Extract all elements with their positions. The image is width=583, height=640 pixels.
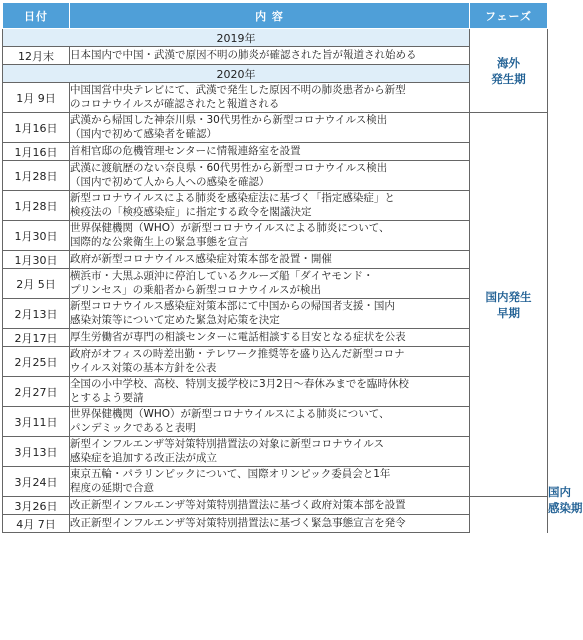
header-date: 日付	[3, 3, 70, 29]
phase-overseas	[470, 29, 548, 113]
row-content	[70, 437, 470, 467]
content-line: 武漢に渡航歴のない奈良県・60代男性から新型コロナウイルス検出	[70, 162, 388, 174]
content-line: （国内で初めて人から人への感染を確認）	[70, 175, 270, 188]
year-row-2020	[3, 65, 548, 83]
content-line: 首相官邸の危機管理センターに情報連絡室を設置	[70, 144, 301, 157]
row-content	[70, 47, 470, 65]
table-row	[3, 407, 548, 437]
table-row	[3, 497, 548, 515]
row-date: 1月28日	[3, 161, 70, 191]
table-row: 3月24日 東京五輪・パラリンピックについて、国際オリンピック委員会と1年 程度の延期で合意 国内 感染期	[3, 467, 548, 497]
content-line: プリンセス」の乗船者から新型コロナウイルスが検出	[70, 283, 321, 296]
table-row	[3, 377, 548, 407]
row-date: 3月13日	[3, 437, 70, 467]
row-content	[70, 221, 470, 251]
row-content	[70, 251, 470, 269]
row-content	[70, 347, 470, 377]
row-date: 12月末	[3, 47, 70, 65]
row-content	[70, 515, 470, 533]
content-line: 政府が新型コロナウイルス感染症対策本部を設置・開催	[70, 252, 332, 265]
content-line: 厚生労働省が専門の相談センターに電話相談する目安となる症状を公表	[70, 330, 406, 343]
content-line: 世界保健機関（WHO）が新型コロナウイルスによる肺炎について、	[70, 222, 390, 234]
phase-domestic-early	[470, 113, 548, 497]
table-row	[3, 113, 548, 143]
content-line: パンデミックであると表明	[70, 421, 196, 434]
table-row	[3, 347, 548, 377]
table-row	[3, 299, 548, 329]
row-date: 1月16日	[3, 113, 70, 143]
row-date: 2月 5日	[3, 269, 70, 299]
row-content	[70, 113, 470, 143]
content-line: 政府がオフィスの時差出勤・テレワーク推奨等を盛り込んだ新型コロナ	[70, 348, 405, 360]
content-line: 世界保健機関（WHO）が新型コロナウイルスによる肺炎について、	[70, 408, 390, 420]
content-line: 全国の小中学校、高校、特別支援学校に3月2日～春休みまでを臨時休校	[70, 378, 409, 390]
row-content	[70, 467, 470, 497]
table-row	[3, 329, 548, 347]
row-content	[70, 377, 470, 407]
content-line: のコロナウイルスが確認されたと報道される	[70, 97, 280, 110]
content-line: 東京五輪・パラリンピックについて、国際オリンピック委員会と1年	[70, 468, 391, 480]
row-date: 1月28日	[3, 191, 70, 221]
table-row	[3, 251, 548, 269]
table-row	[3, 221, 548, 251]
content-line: 改正新型インフルエンザ等対策特別措置法に基づく緊急事態宣言を発令	[70, 516, 406, 529]
row-date: 1月16日	[3, 143, 70, 161]
row-date: 1月 9日	[3, 83, 70, 113]
table-row	[3, 161, 548, 191]
table-row	[3, 191, 548, 221]
row-date: 2月27日	[3, 377, 70, 407]
table-row	[3, 437, 548, 467]
content-line: 横浜市・大黒ふ頭沖に停泊しているクルーズ船「ダイヤモンド・	[70, 270, 374, 282]
content-line: 改正新型インフルエンザ等対策特別措置法に基づく政府対策本部を設置	[70, 498, 406, 511]
row-content	[70, 269, 470, 299]
phase-line: 海外	[497, 55, 520, 70]
row-date: 2月25日	[3, 347, 70, 377]
row-date: 4月 7日	[3, 515, 70, 533]
row-date: 3月24日	[3, 467, 70, 497]
table-row	[3, 269, 548, 299]
header-row	[3, 3, 548, 29]
row-content	[70, 161, 470, 191]
row-content	[70, 191, 470, 221]
row-content	[70, 497, 470, 515]
row-content	[70, 299, 470, 329]
content-line: 武漢から帰国した神奈川県・30代男性から新型コロナウイルス検出	[70, 114, 388, 126]
year-label: 2020年	[3, 65, 470, 83]
row-date: 1月30日	[3, 221, 70, 251]
row-content	[70, 329, 470, 347]
content-line: 感染症を追加する改正法が成立	[70, 451, 217, 464]
content-line: 日本国内で中国・武漢で原因不明の肺炎が確認された旨が報道され始める	[70, 48, 417, 61]
phase-line: 発生期	[491, 71, 526, 86]
row-date: 3月26日	[3, 497, 70, 515]
row-date: 2月13日	[3, 299, 70, 329]
header-phase: フェーズ	[470, 3, 548, 29]
content-line: 新型インフルエンザ等対策特別措置法の対象に新型コロナウイルス	[70, 438, 384, 450]
content-line: 新型コロナウイルス感染症対策本部にて中国からの帰国者支援・国内	[70, 300, 395, 312]
row-content	[70, 143, 470, 161]
row-content	[70, 407, 470, 437]
row-date: 2月17日	[3, 329, 70, 347]
header-content: 内 容	[70, 3, 470, 29]
content-line: 検疫法の「検疫感染症」に指定する政令を閣議決定	[70, 205, 312, 218]
content-line: 感染対策等について定めた緊急対応策を決定	[70, 313, 280, 326]
table-row	[3, 143, 548, 161]
table-row	[3, 515, 548, 533]
content-line: 程度の延期で合意	[70, 481, 154, 494]
table-row	[3, 47, 548, 65]
year-row-2019	[3, 29, 548, 47]
row-content	[70, 83, 470, 113]
phase-line: 早期	[497, 305, 520, 320]
content-line: 中国国営中央テレビにて、武漢で発生した原因不明の肺炎患者から新型	[70, 84, 406, 96]
table-row	[3, 83, 548, 113]
content-line: とするよう要請	[70, 391, 144, 404]
content-line: ウイルス対策の基本方針を公表	[70, 361, 217, 374]
year-label: 2019年	[3, 29, 470, 47]
row-date: 3月11日	[3, 407, 70, 437]
content-line: 国際的な公衆衛生上の緊急事態を宣言	[70, 235, 249, 248]
covid-timeline-table	[2, 2, 583, 533]
content-line: （国内で初めて感染者を確認）	[70, 127, 217, 140]
content-line: 新型コロナウイルスによる肺炎を感染症法に基づく「指定感染症」と	[70, 192, 395, 204]
phase-line: 国内発生	[485, 289, 532, 304]
row-date: 1月30日	[3, 251, 70, 269]
